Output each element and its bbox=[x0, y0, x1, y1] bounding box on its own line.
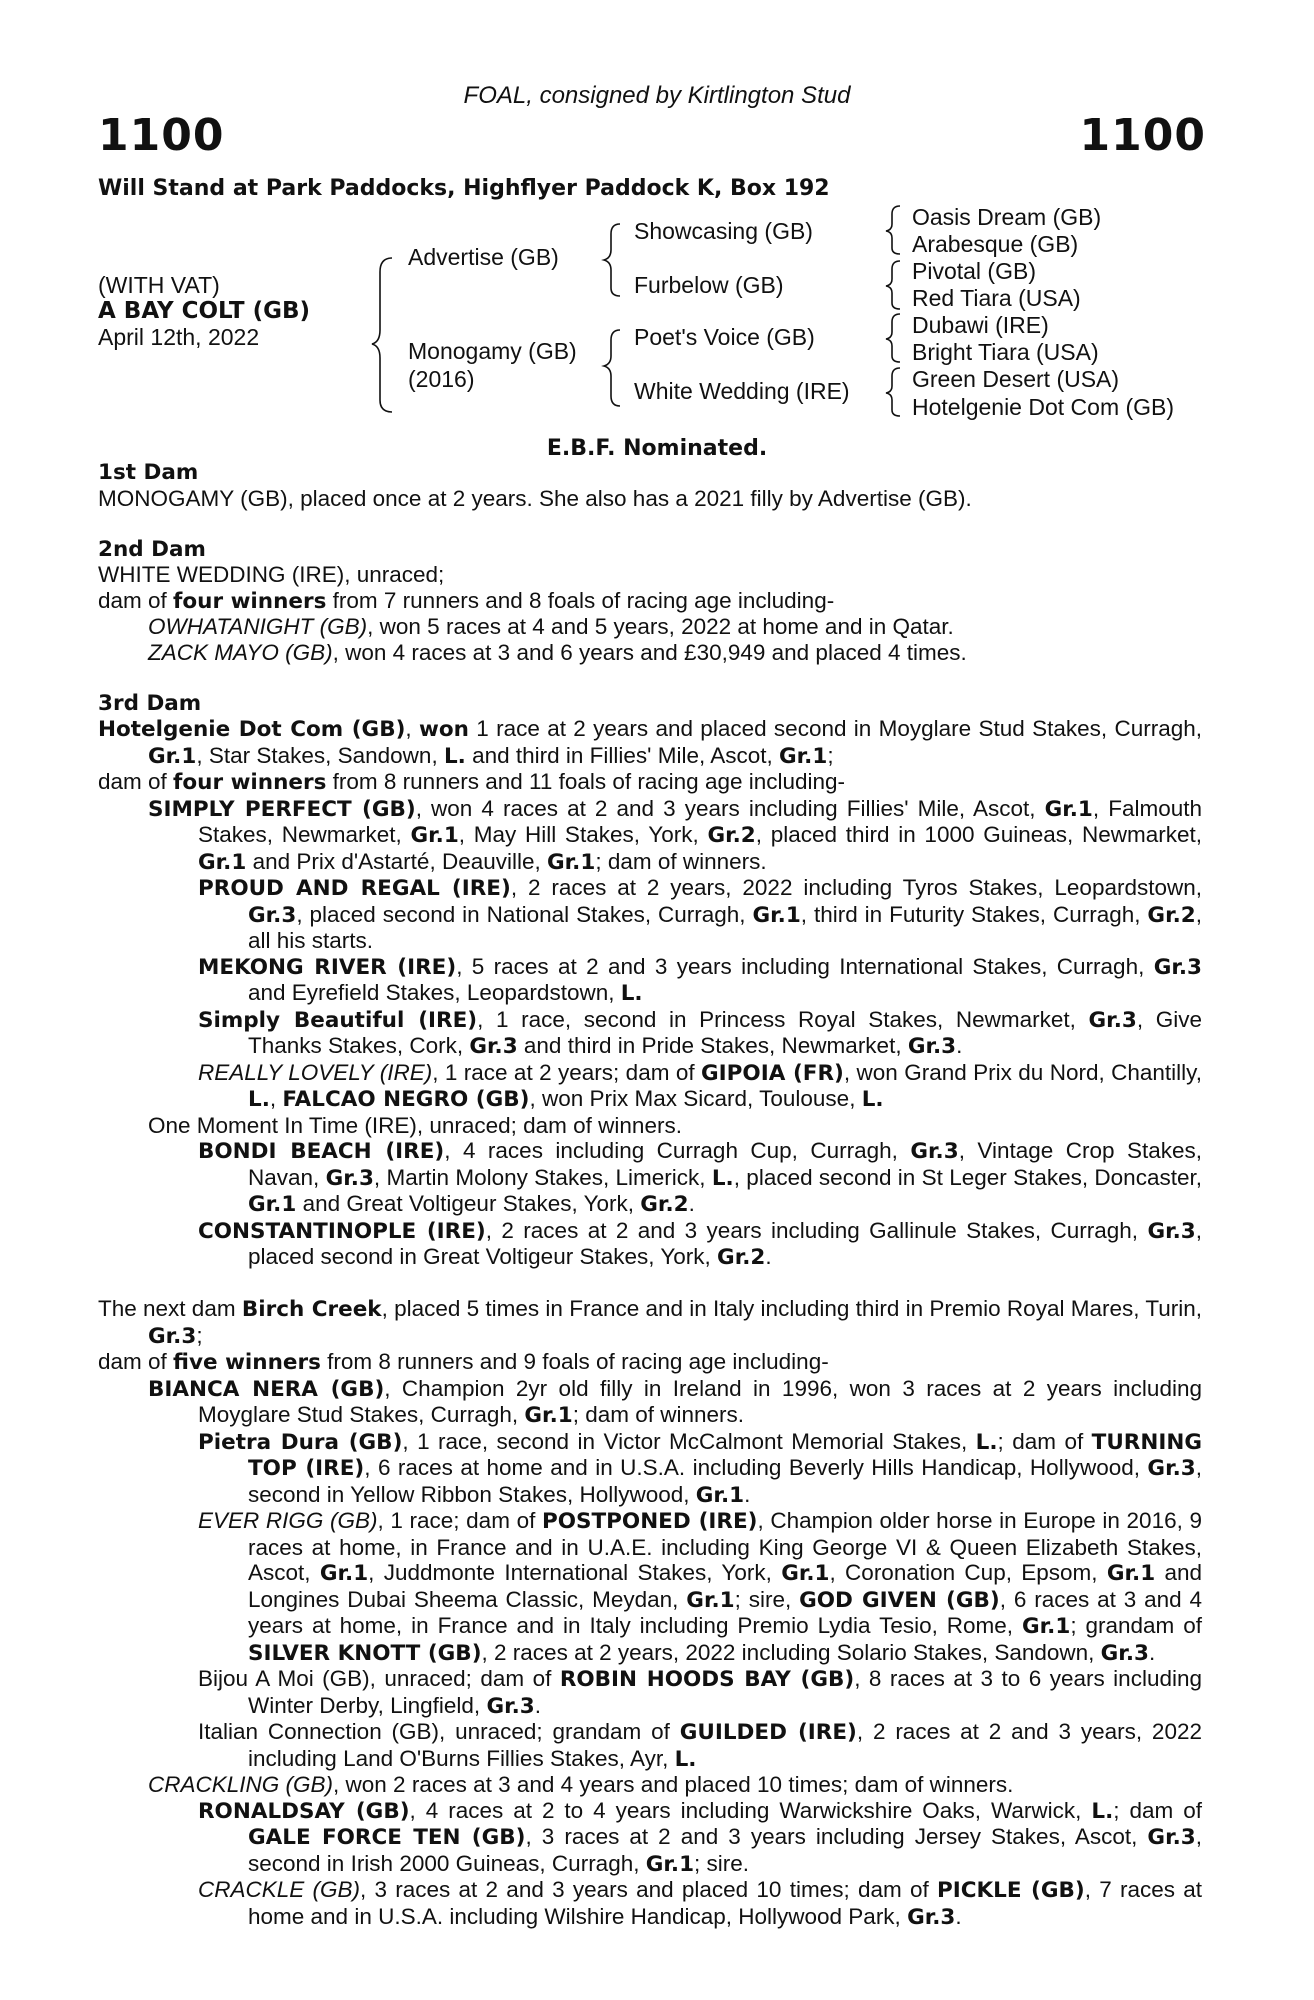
list-item: REALLY LOVELY (IRE), 1 race at 2 years; dam of GIPOIA (FR), won Grand Prix du Nord, Chantilly, L., FALCAO NEGRO (GB), won Prix Max Sicard, Toulouse, L. bbox=[198, 1059, 1202, 1112]
third-dam-produce: dam of four winners from 8 runners and 11 foals of racing age including- bbox=[98, 769, 846, 795]
ped-ssd: Arabesque (GB) bbox=[912, 231, 1079, 257]
ped-sss: Oasis Dream (GB) bbox=[912, 204, 1102, 230]
list-item: ZACK MAYO (GB), won 4 races at 3 and 6 years and £30,949 and placed 4 times. bbox=[148, 639, 967, 665]
second-dam-heading: 2nd Dam bbox=[98, 536, 206, 562]
first-dam-text: MONOGAMY (GB), placed once at 2 years. She also has a 2021 filly by Advertise (GB). bbox=[98, 485, 972, 511]
third-dam-line: Hotelgenie Dot Com (GB), won 1 race at 2 years and placed second in Moyglare Stud Stakes, Curragh, Gr.1, Star Stakes, Sandown, L. and third in Fillies' Mile, Ascot, Gr.1; bbox=[98, 716, 1202, 769]
list-item: MEKONG RIVER (IRE), 5 races at 2 and 3 years including International Stakes, Curragh, Gr.3 and Eyrefield Stakes, Leopardstown, L. bbox=[198, 953, 1202, 1006]
lot-number-right: 1100 bbox=[1079, 110, 1206, 161]
list-item: BONDI BEACH (IRE), 4 races including Curragh Cup, Curragh, Gr.3, Vintage Crop Stakes, Navan, Gr.3, Martin Molony Stakes, Limerick, L., placed second in St Leger Stakes, Doncaster, Gr.1 and Great Voltigeur Stakes, York, Gr.2. bbox=[198, 1138, 1202, 1217]
foaling-date: April 12th, 2022 bbox=[98, 324, 260, 350]
list-item: BIANCA NERA (GB), Champion 2yr old filly in Ireland in 1996, won 3 races at 2 years including Moyglare Stud Stakes, Curragh, Gr.1; dam of winners. bbox=[148, 1375, 1202, 1428]
list-item: Simply Beautiful (IRE), 1 race, second in Princess Royal Stakes, Newmarket, Gr.3, Give Thanks Stakes, Cork, Gr.3 and third in Pride Stakes, Newmarket, Gr.3. bbox=[198, 1006, 1202, 1059]
list-item: One Moment In Time (IRE), unraced; dam of winners. bbox=[148, 1112, 682, 1138]
vat-note: (WITH VAT) bbox=[98, 272, 220, 298]
first-dam-heading: 1st Dam bbox=[98, 460, 199, 485]
list-item: CONSTANTINOPLE (IRE), 2 races at 2 and 3 years including Gallinule Stakes, Curragh, Gr.3, placed second in Great Voltigeur Stakes, York, Gr.2. bbox=[198, 1217, 1203, 1270]
ped-ddd: Hotelgenie Dot Com (GB) bbox=[912, 394, 1175, 420]
lot-name: A BAY COLT (GB) bbox=[98, 298, 311, 324]
ped-dss: Dubawi (IRE) bbox=[912, 312, 1049, 338]
dam-year: (2016) bbox=[408, 366, 475, 392]
lot-number-left: 1100 bbox=[98, 110, 225, 161]
consignor-line: FOAL, consigned by Kirtlington Stud bbox=[463, 82, 851, 109]
list-item: RONALDSAY (GB), 4 races at 2 to 4 years including Warwickshire Oaks, Warwick, L.; dam of GALE FORCE TEN (GB), 3 races at 2 and 3 years including Jersey Stakes, Ascot, Gr.3, second in Irish 2000 Guineas, Curragh, Gr.1; sire. bbox=[198, 1797, 1202, 1877]
list-item: PROUD AND REGAL (IRE), 2 races at 2 years, 2022 including Tyros Stakes, Leopardstown, Gr.3, placed second in National Stakes, Curragh, Gr.1, third in Futurity Stakes, Curragh, Gr.2, all his starts. bbox=[198, 875, 1203, 953]
list-item: Italian Connection (GB), unraced; grandam of GUILDED (IRE), 2 races at 2 and 3 years, 2022 including Land O'Burns Fillies Stakes, Ayr, L. bbox=[198, 1719, 1202, 1772]
list-item: SIMPLY PERFECT (GB), won 4 races at 2 and 3 years including Fillies' Mile, Ascot, Gr.1, Falmouth Stakes, Newmarket, Gr.1, May Hill Stakes, York, Gr.2, placed third in 1000 Guineas, Newmarket, Gr.1 and Prix d'Astarté, Deauville, Gr.1; dam of winners. bbox=[148, 795, 1203, 875]
list-item: CRACKLING (GB), won 2 races at 3 and 4 years and placed 10 times; dam of winners. bbox=[148, 1772, 1014, 1797]
ped-dsd: Bright Tiara (USA) bbox=[912, 339, 1099, 365]
sire-sire: Showcasing (GB) bbox=[634, 218, 813, 244]
second-dam-line: WHITE WEDDING (IRE), unraced; bbox=[98, 562, 445, 587]
list-item: CRACKLE (GB), 3 races at 2 and 3 years and placed 10 times; dam of PICKLE (GB), 7 races at home and in U.S.A. including Wilshire Handicap, Hollywood Park, Gr.3. bbox=[198, 1877, 1202, 1930]
second-dam-produce: dam of four winners from 7 runners and 8 foals of racing age including- bbox=[98, 587, 835, 614]
dam-sire: Poet's Voice (GB) bbox=[634, 324, 815, 350]
produce-record bbox=[98, 460, 1202, 1930]
list-item: EVER RIGG (GB), 1 race; dam of POSTPONED (IRE), Champion older horse in Europe in 2016, 9 races at home, in France and in U.A.E. including King George VI & Queen Elizabeth Stakes, Ascot, Gr.1, Juddmonte International Stakes, York, Gr.1, Coronation Cup, Epsom, Gr.1 and Longines Dubai Sheema Classic, Meydan, Gr.1; sire, GOD GIVEN (GB), 6 races at 3 and 4 years at home, in France and in Italy including Premio Lydia Tesio, Rome, Gr.1; grandam of SILVER KNOTT (GB), 2 races at 2 years, 2022 including Solario Stakes, Sandown, Gr.3. bbox=[198, 1508, 1203, 1666]
ped-sdd: Red Tiara (USA) bbox=[912, 285, 1081, 311]
stabling-location: Will Stand at Park Paddocks, Highflyer Paddock K, Box 192 bbox=[98, 176, 830, 201]
ped-dds: Green Desert (USA) bbox=[912, 366, 1120, 392]
sire-dam: Furbelow (GB) bbox=[634, 272, 784, 298]
sire: Advertise (GB) bbox=[408, 244, 559, 270]
dam-dam: White Wedding (IRE) bbox=[634, 378, 850, 404]
dam: Monogamy (GB) bbox=[408, 338, 577, 364]
next-dam-line: The next dam Birch Creek, placed 5 times in France and in Italy including third in Premio Royal Mares, Turin, Gr.3; bbox=[98, 1296, 1203, 1349]
list-item: Bijou A Moi (GB), unraced; dam of ROBIN HOODS BAY (GB), 8 races at 3 to 6 years including Winter Derby, Lingfield, Gr.3. bbox=[198, 1666, 1202, 1719]
list-item: Pietra Dura (GB), 1 race, second in Victor McCalmont Memorial Stakes, L.; dam of TURNING TOP (IRE), 6 races at home and in U.S.A. including Beverly Hills Handicap, Hollywood, Gr.3, second in Yellow Ribbon Stakes, Hollywood, Gr.1. bbox=[198, 1428, 1202, 1508]
ped-sds: Pivotal (GB) bbox=[912, 258, 1036, 284]
next-dam-produce: dam of five winners from 8 runners and 9 foals of racing age including- bbox=[98, 1349, 829, 1375]
ebf-note: E.B.F. Nominated. bbox=[546, 436, 768, 461]
third-dam-heading: 3rd Dam bbox=[98, 690, 202, 716]
pedigree-table bbox=[0, 0, 1314, 440]
list-item: OWHATANIGHT (GB), won 5 races at 4 and 5 years, 2022 at home and in Qatar. bbox=[148, 614, 954, 639]
